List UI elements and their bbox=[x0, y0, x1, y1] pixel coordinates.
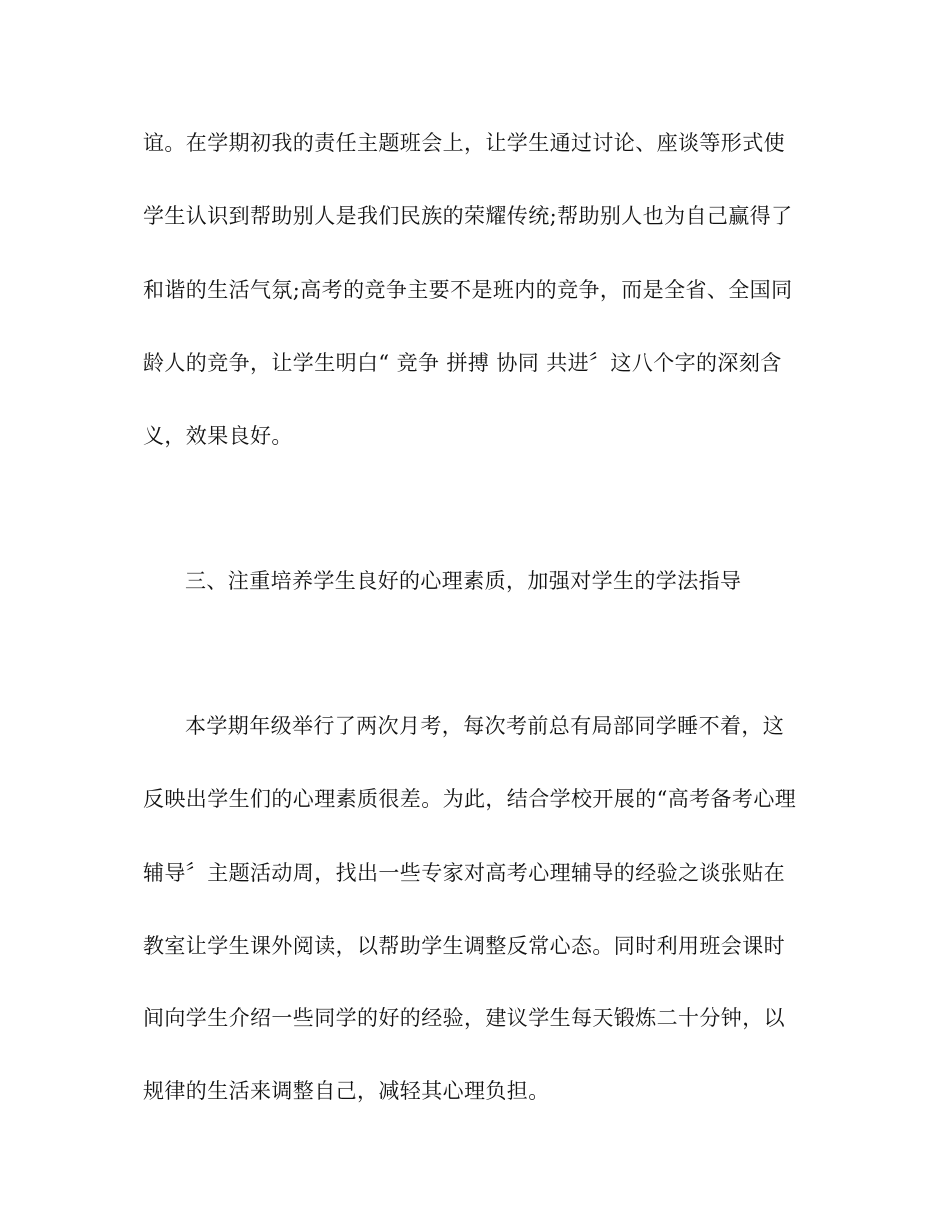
text-line: 规律的生活来调整自己，减轻其心理负担。 bbox=[143, 1079, 550, 1103]
text-line: 龄人的竞争，让学生明白“ 竞争 拼搏 协同 共进〞这八个字的深刻含 bbox=[143, 351, 782, 375]
text-line: 反映出学生们的心理素质很差。为此，结合学校开展的“高考备考心理 bbox=[143, 787, 797, 811]
text-line: 学生认识到帮助别人是我们民族的荣耀传统;帮助别人也为自己赢得了 bbox=[143, 204, 793, 228]
text-line: 间向学生介绍一些同学的好的经验，建议学生每天锻炼二十分钟，以 bbox=[143, 1006, 785, 1030]
text-line: 谊。在学期初我的责任主题班会上，让学生通过讨论、座谈等形式使 bbox=[143, 131, 785, 155]
section-heading: 三、注重培养学生良好的心理素质，加强对学生的学法指导 bbox=[185, 569, 742, 593]
text-line: 辅导〞主题活动周，找出一些专家对高考心理辅导的经验之谈张贴在 bbox=[143, 861, 785, 885]
text-line: 义，效果良好。 bbox=[143, 424, 293, 448]
text-line: 本学期年级举行了两次月考，每次考前总有局部同学睡不着，这 bbox=[185, 714, 785, 738]
text-line: 和谐的生活气氛;高考的竞争主要不是班内的竞争，而是全省、全国同 bbox=[143, 278, 793, 302]
text-line: 教室让学生课外阅读，以帮助学生调整反常心态。同时利用班会课时 bbox=[143, 934, 785, 958]
